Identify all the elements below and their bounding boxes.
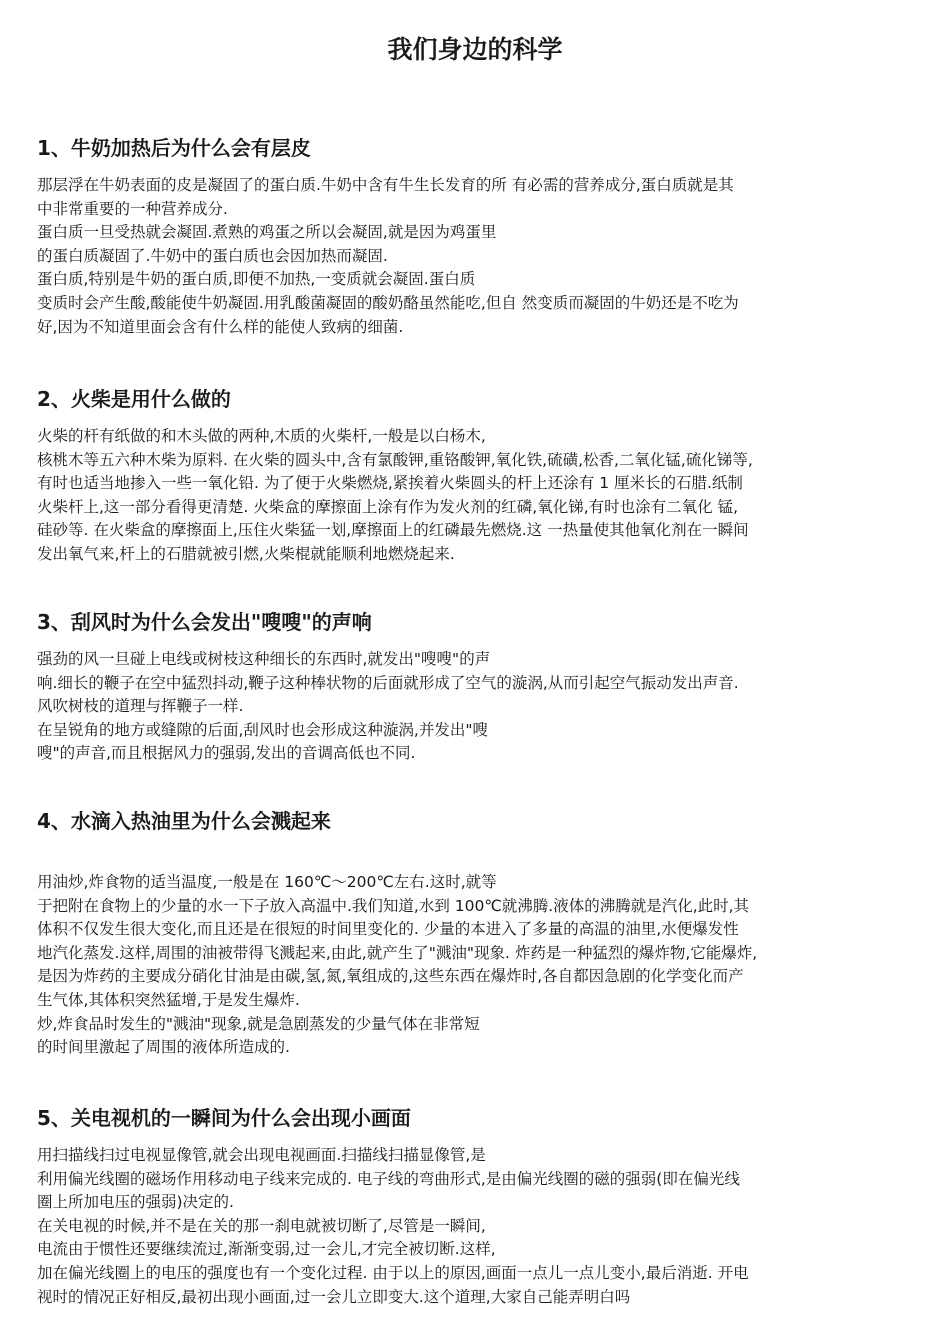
paragraph-line: 体积不仅发生很大变化,而且还是在很短的时间里变化的. 少量的本进入了多量的高温的油里,水便爆发性	[37, 920, 739, 939]
paragraph-line: 发出氧气来,杆上的石腊就被引燃,火柴棍就能顺利地燃烧起来.	[37, 544, 455, 563]
section-body	[37, 648, 917, 766]
paragraph-line: 的时间里激起了周围的液体所造成的.	[37, 1038, 290, 1057]
paragraph-line: 火柴杆上,这一部分看得更清楚. 火柴盒的摩擦面上涂有作为发火剂的红磷,氧化锑,有时也涂有二氧化 锰,	[37, 497, 738, 516]
paragraph-line: 响.细长的鞭子在空中猛烈抖动,鞭子这种棒状物的后面就形成了空气的漩涡,从而引起空气振动发出声音.	[37, 673, 739, 692]
paragraph-line: 好,因为不知道里面会含有什么样的能使人致病的细菌.	[37, 317, 404, 336]
section-body	[37, 871, 917, 1060]
paragraph-line: 蛋白质,特别是牛奶的蛋白质,即便不加热,一变质就会凝固.蛋白质	[37, 270, 476, 289]
section-body	[37, 174, 917, 339]
paragraph-line: 用扫描线扫过电视显像管,就会出现电视画面.扫描线扫描显像管,是	[37, 1146, 486, 1164]
paragraph-line: 中非常重要的一种营养成分.	[37, 199, 228, 218]
section-oil-splash	[37, 807, 917, 1060]
paragraph-line: 变质时会产生酸,酸能使牛奶凝固.用乳酸菌凝固的酸奶酪虽然能吃,但自 然变质而凝固的牛奶还是不吃为	[37, 293, 739, 312]
section-heading: 4、水滴入热油里为什么会溅起来	[37, 809, 331, 833]
paragraph-line: 炒,炸食品时发生的"溅油"现象,就是急剧蒸发的少量气体在非常短	[37, 1014, 480, 1033]
paragraph-line: 核桃木等五六种木柴为原料. 在火柴的圆头中,含有氯酸钾,重铬酸钾,氧化铁,硫磺,松香,二氧化锰,硫化锑等,	[37, 450, 753, 469]
paragraph-line: 的蛋白质凝固了.牛奶中的蛋白质也会因加热而凝固.	[37, 246, 388, 265]
paragraph-line: 硅砂等. 在火柴盒的摩擦面上,压住火柴猛一划,摩擦面上的红磷最先燃烧.这 一热量使其他氧化剂在一瞬间	[37, 521, 749, 540]
paragraph-line: 风吹树枝的道理与挥鞭子一样.	[37, 697, 244, 716]
paragraph-line: 强劲的风一旦碰上电线或树枝这种细长的东西时,就发出"嗖嗖"的声	[37, 650, 491, 668]
paragraph-line: 是因为炸药的主要成分硝化甘油是由碳,氢,氮,氧组成的,这些东西在爆炸时,各自都因急剧的化学变化而产	[37, 967, 744, 986]
paragraph-line: 利用偏光线圈的磁场作用移动电子线来完成的. 电子线的弯曲形式,是由偏光线圈的磁的强弱(即在偏光线	[37, 1169, 740, 1188]
paragraph-line: 在呈锐角的地方或缝隙的后面,刮风时也会形成这种漩涡,并发出"嗖	[37, 720, 488, 739]
section-wind-sound	[37, 608, 917, 766]
paragraph-line: 视时的情况正好相反,最初出现小画面,过一会儿立即变大.这个道理,大家自己能弄明白吗	[37, 1287, 631, 1306]
paragraph-line: 火柴的杆有纸做的和木头做的两种,木质的火柴杆,一般是以白杨木,	[37, 427, 486, 445]
paragraph-line: 在关电视的时候,并不是在关的那一刹电就被切断了,尽管是一瞬间,	[37, 1216, 486, 1235]
paragraph-line: 电流由于惯性还要继续流过,渐渐变弱,过一会儿,才完全被切断.这样,	[37, 1240, 496, 1259]
paragraph-line: 那层浮在牛奶表面的皮是凝固了的蛋白质.牛奶中含有牛生长发育的所 有必需的营养成分,蛋白质就是其	[37, 176, 734, 194]
paragraph-line: 蛋白质一旦受热就会凝固.煮熟的鸡蛋之所以会凝固,就是因为鸡蛋里	[37, 223, 497, 242]
section-matches	[37, 385, 917, 567]
section-heading: 1、牛奶加热后为什么会有层皮	[37, 136, 311, 160]
paragraph-line: 于把附在食物上的少量的水一下子放入高温中.我们知道,水到 100℃就沸腾.液体的沸腾就是汽化,此时,其	[37, 896, 750, 915]
paragraph-line: 加在偏光线圈上的电压的强度也有一个变化过程. 由于以上的原因,画面一点儿一点儿变小,最后消逝. 开电	[37, 1263, 749, 1282]
section-heading: 5、关电视机的一瞬间为什么会出现小画面	[37, 1106, 411, 1130]
paragraph-line: 嗖"的声音,而且根据风力的强弱,发出的音调高低也不同.	[37, 744, 416, 763]
paragraph-line: 圈上所加电压的强弱)决定的.	[37, 1193, 234, 1212]
section-heading: 2、火柴是用什么做的	[37, 387, 231, 411]
document-title: 我们身边的科学	[387, 35, 563, 64]
section-heading: 3、刮风时为什么会发出"嗖嗖"的声响	[37, 610, 372, 634]
section-milk-skin	[37, 134, 917, 339]
section-body	[37, 425, 917, 567]
paragraph-line: 有时也适当地掺入一些一氧化铅. 为了便于火柴燃烧,紧挨着火柴圆头的杆上还涂有 1 厘米长的石腊.纸制	[37, 474, 743, 493]
paragraph-line: 生气体,其体积突然猛增,于是发生爆炸.	[37, 990, 300, 1009]
section-body	[37, 1144, 917, 1309]
paragraph-line: 用油炒,炸食物的适当温度,一般是在 160℃～200℃左右.这时,就等	[37, 873, 497, 891]
section-tv-picture	[37, 1104, 917, 1309]
paragraph-line: 地汽化蒸发.这样,周围的油被带得飞溅起来,由此,就产生了"溅油"现象. 炸药是一种猛烈的爆炸物,它能爆炸,	[37, 943, 758, 962]
